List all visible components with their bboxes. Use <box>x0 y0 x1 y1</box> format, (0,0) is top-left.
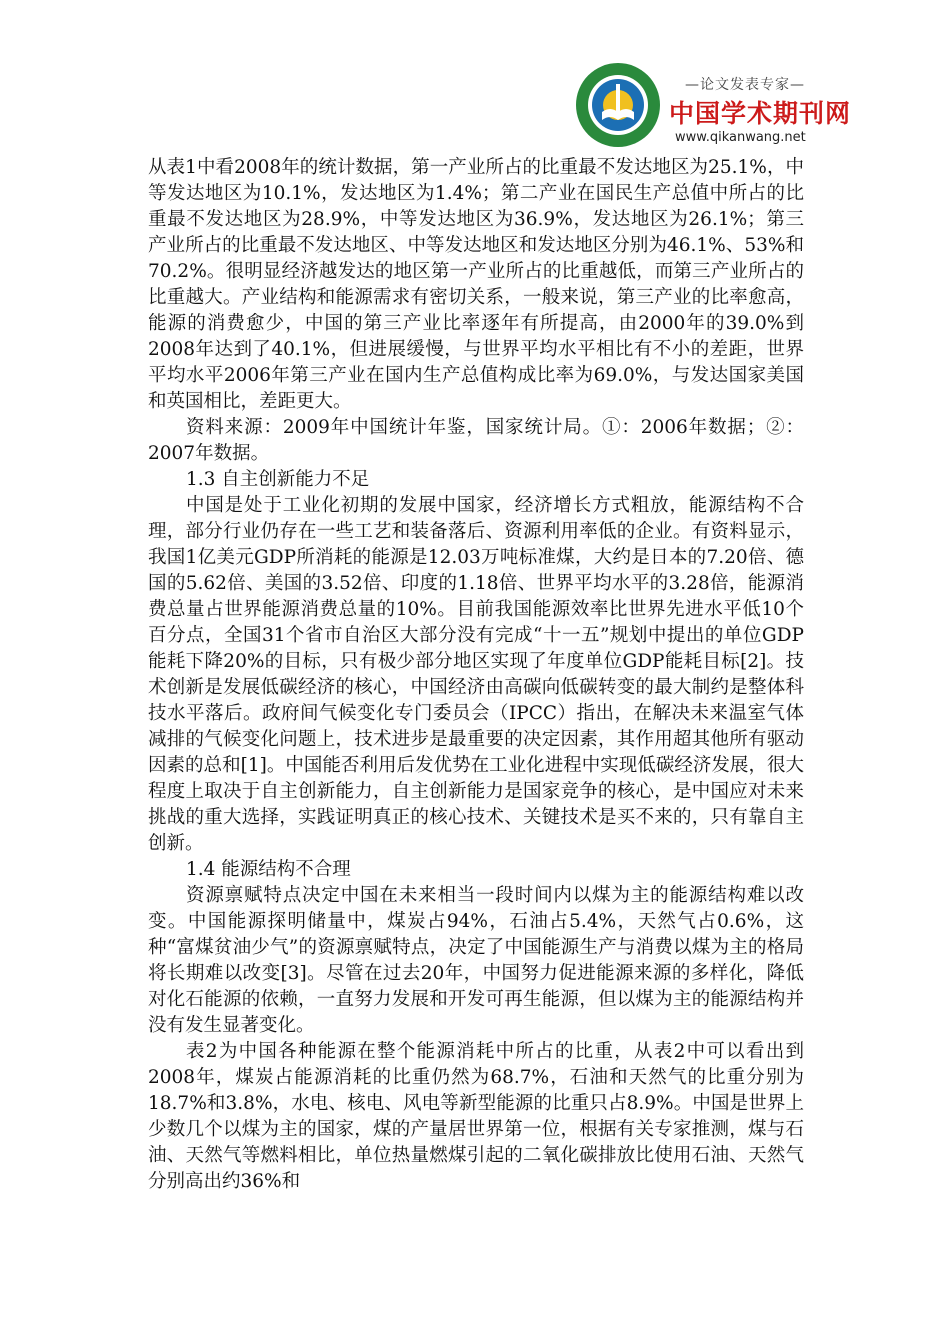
paragraph-table-2: 表2为中国各种能源在整个能源消耗中所占的比重，从表2中可以看出到2008年，煤炭占能源消耗的比重仍然为68.7%，石油和天然气的比重分别为18.7%和3.8%，水电、核电、风电等新型能源的比重只占8.9%。中国是世界上少数几个以煤为主的国家，煤的产量居世界第一位，根据有关专家推测，煤与石油、天然气等燃料相比，单位热量燃煤引起的二氧化碳排放比使用石油、天然气分别高出约36%和 <box>148 1041 804 1192</box>
logo-url: www.qikanwang.net <box>675 130 806 145</box>
paragraph-energy-structure: 资源禀赋特点决定中国在未来相当一段时间内以煤为主的能源结构难以改变。中国能源探明储量中，煤炭占94%，石油占5.4%，天然气占0.6%，这种“富煤贫油少气”的资源禀赋特点，决定了中国能源生产与消费以煤为主的格局将长期难以改变[3]。尽管在过去20年，中国努力促进能源来源的多样化，降低对化石能源的依赖，一直努力发展和开发可再生能源，但以煤为主的能源结构并没有发生显著变化。 <box>148 885 804 1036</box>
section-heading-1-4: 1.4 能源结构不合理 <box>186 859 351 880</box>
logo-tagline: —论文发表专家— <box>685 77 805 93</box>
article-body <box>148 155 804 1195</box>
site-logo <box>575 60 852 160</box>
paragraph-innovation: 中国是处于工业化初期的发展中国家，经济增长方式粗放，能源结构不合理，部分行业仍存在一些工艺和装备落后、资源利用率低的企业。有资料显示，我国1亿美元GDP所消耗的能源是12.03万吨标准煤，大约是日本的7.20倍、德国的5.62倍、美国的3.52倍、印度的1.18倍、世界平均水平的3.28倍，能源消费总量占世界能源消费总量的10%。目前我国能源效率比世界先进水平低10个百分点，全国31个省市自治区大部分没有完成“十一五”规划中提出的单位GDP能耗下降20%的目标，只有极少部分地区实现了年度单位GDP能耗目标[2]。技术创新是发展低碳经济的核心，中国经济由高碳向低碳转变的最大制约是整体科技水平落后。政府间气候变化专门委员会（IPCC）指出，在解决未来温室气体减排的气候变化问题上，技术进步是最重要的决定因素，其作用超其他所有驱动因素的总和[1]。中国能否利用后发优势在工业化进程中实现低碳经济发展，很大程度上取决于自主创新能力，自主创新能力是国家竞争的核心，是中国应对未来挑战的重大选择，实践证明真正的核心技术、关键技术是买不来的，只有靠自主创新。 <box>148 495 805 854</box>
paragraph-industry-structure: 从表1中看2008年的统计数据，第一产业所占的比重最不发达地区为25.1%，中等发达地区为10.1%，发达地区为1.4%；第二产业在国民生产总值中所占的比重最不发达地区为28.9%，中等发达地区为36.9%，发达地区为26.1%；第三产业所占的比重最不发达地区、中等发达地区和发达地区分别为46.1%、53%和70.2%。很明显经济越发达的地区第一产业所占的比重越低，而第三产业所占的比重越大。产业结构和能源需求有密切关系，一般来说，第三产业的比率愈高，能源的消费愈少，中国的第三产业比率逐年有所提高，由2000年的39.0%到2008年达到了40.1%，但进展缓慢，与世界平均水平相比有不小的差距，世界平均水平2006年第三产业在国内生产总值构成比率为69.0%，与发达国家美国和英国相比，差距更大。 <box>148 157 804 412</box>
paragraph-data-source: 资料来源：2009年中国统计年鉴，国家统计局。①：2006年数据；②：2007年数据。 <box>148 417 804 464</box>
logo-site-name: 中国学术期刊网 <box>669 99 852 128</box>
seal-logo-icon <box>575 62 661 148</box>
section-heading-1-3: 1.3 自主创新能力不足 <box>186 469 370 490</box>
